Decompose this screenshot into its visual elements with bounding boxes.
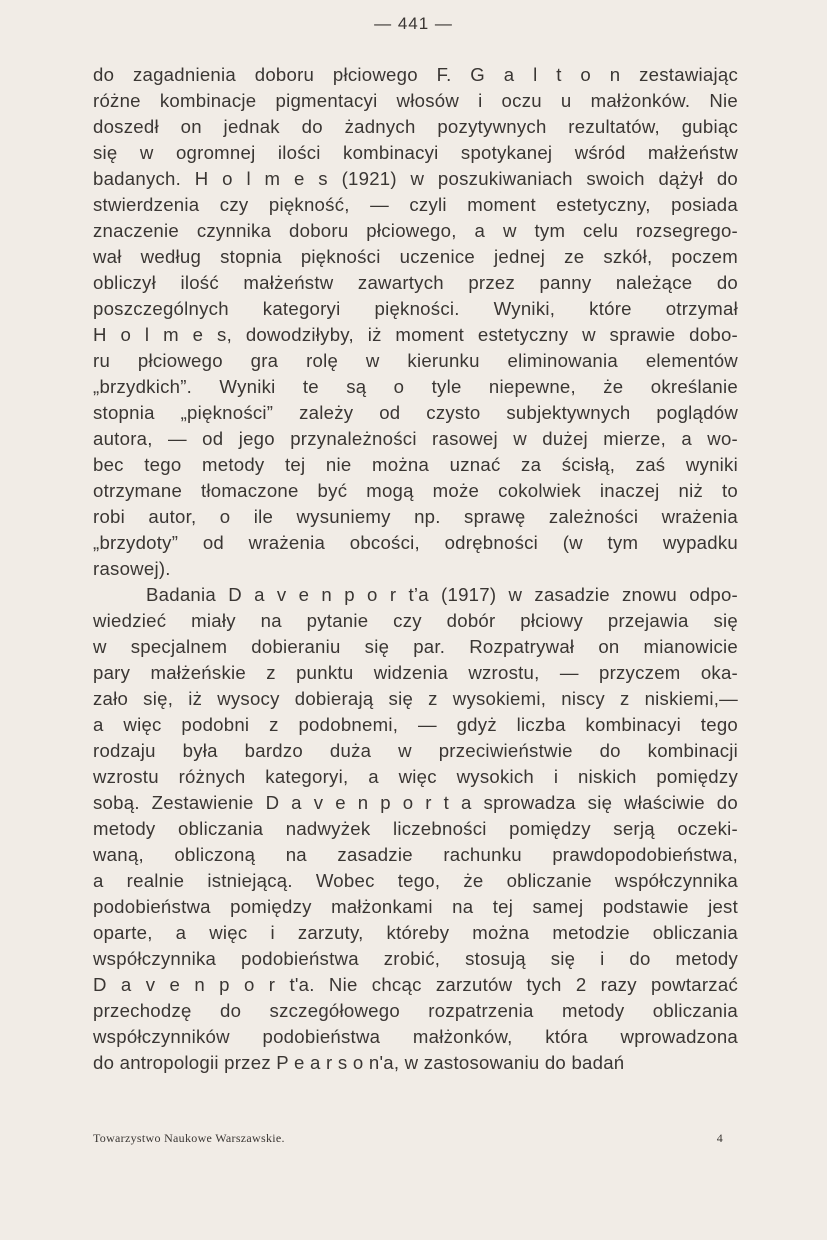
text-line: metody obliczania nadwyżek liczebności pomiędzy serją oczeki- <box>93 818 738 839</box>
page-number: — 441 — <box>374 14 453 33</box>
text-line: do antropologii przez P e a r s o n'a, w zastosowaniu do badań <box>93 1052 625 1073</box>
text-line: poszczególnych kategoryi piękności. Wyniki, które otrzymał <box>93 298 738 319</box>
text-line: stopnia „piękności” zależy od czysto subjektywnych poglądów <box>93 402 738 423</box>
text-line: rodzaju była bardzo duża w przeciwieństwie do kombinacji <box>93 740 738 761</box>
text-line: H o l m e s, dowodziłyby, iż moment estetyczny w sprawie dobo- <box>93 324 738 345</box>
text-line: stwierdzenia czy piękność, — czyli moment estetyczny, posiada <box>93 194 738 215</box>
footer-publisher: Towarzystwo Naukowe Warszawskie. <box>93 1131 285 1145</box>
text-line: rasowej). <box>93 558 171 579</box>
text-line: pary małżeńskie z punktu widzenia wzrostu, — przyczem oka- <box>93 662 738 683</box>
text-line: znaczenie czynnika doboru płciowego, a w tym celu rozsegrego- <box>93 220 738 241</box>
text-line: doszedł on jednak do żadnych pozytywnych rezultatów, gubiąc <box>93 116 738 137</box>
text-line: przechodzę do szczegółowego rozpatrzenia metody obliczania <box>93 1000 738 1021</box>
text-line: badanych. H o l m e s (1921) w poszukiwaniach swoich dążył do <box>93 168 738 189</box>
text-line: robi autor, o ile wysuniemy np. sprawę zależności wrażenia <box>93 506 738 527</box>
text-line: współczynników podobieństwa małżonków, która wprowadzona <box>93 1026 738 1047</box>
text-line: D a v e n p o r t'a. Nie chcąc zarzutów tych 2 razy powtarzać <box>93 974 738 995</box>
text-line: autora, — od jego przynależności rasowej w dużej mierze, a wo- <box>93 428 738 449</box>
text-line: zało się, iż wysocy dobierają się z wysokiemi, niscy z niskiemi,— <box>93 688 738 709</box>
text-line: różne kombinacje pigmentacyi włosów i oczu u małżonków. Nie <box>93 90 738 111</box>
text-line: podobieństwa pomiędzy małżonkami na tej samej podstawie jest <box>93 896 738 917</box>
text-line: do zagadnienia doboru płciowego F. G a l t o n zestawiając <box>93 64 738 85</box>
text-line: a więc podobni z podobnemi, — gdyż liczba kombinacyi tego <box>93 714 738 735</box>
text-line: Badania D a v e n p o r t’a (1917) w zasadzie znowu odpo- <box>146 584 738 605</box>
footer-signature-mark: 4 <box>716 1131 723 1145</box>
text-line: ru płciowego gra rolę w kierunku eliminowania elementów <box>93 350 738 371</box>
text-line: wał według stopnia piękności uczenice jednej ze szkół, poczem <box>93 246 738 267</box>
text-line: wiedzieć miały na pytanie czy dobór płciowy przejawia się <box>93 610 738 631</box>
text-line: bec tego metody tej nie można uznać za ścisłą, zaś wyniki <box>93 454 738 475</box>
text-line: się w ogromnej ilości kombinacyi spotykanej wśród małżeństw <box>93 142 738 163</box>
text-line: wzrostu różnych kategoryi, a więc wysokich i niskich pomiędzy <box>93 766 738 787</box>
body-text <box>93 62 738 1076</box>
text-line: „brzydkich”. Wyniki te są o tyle niepewne, że określanie <box>93 376 738 397</box>
text-line: waną, obliczoną na zasadzie rachunku prawdopodobieństwa, <box>93 844 738 865</box>
text-line: obliczył ilość małżeństw zawartych przez panny należące do <box>93 272 738 293</box>
text-line: a realnie istniejącą. Wobec tego, że obliczanie współczynnika <box>93 870 738 891</box>
text-line: współczynnika podobieństwa zrobić, stosują się i do metody <box>93 948 738 969</box>
text-line: otrzymane tłomaczone być mogą może cokolwiek inaczej niż to <box>93 480 738 501</box>
text-line: „brzydoty” od wrażenia obcości, odrębności (w tym wypadku <box>93 532 738 553</box>
text-line: sobą. Zestawienie D a v e n p o r t a sprowadza się właściwie do <box>93 792 738 813</box>
text-line: w specjalnem dobieraniu się par. Rozpatrywał on mianowicie <box>93 636 738 657</box>
text-line: oparte, a więc i zarzuty, któreby można metodzie obliczania <box>93 922 738 943</box>
